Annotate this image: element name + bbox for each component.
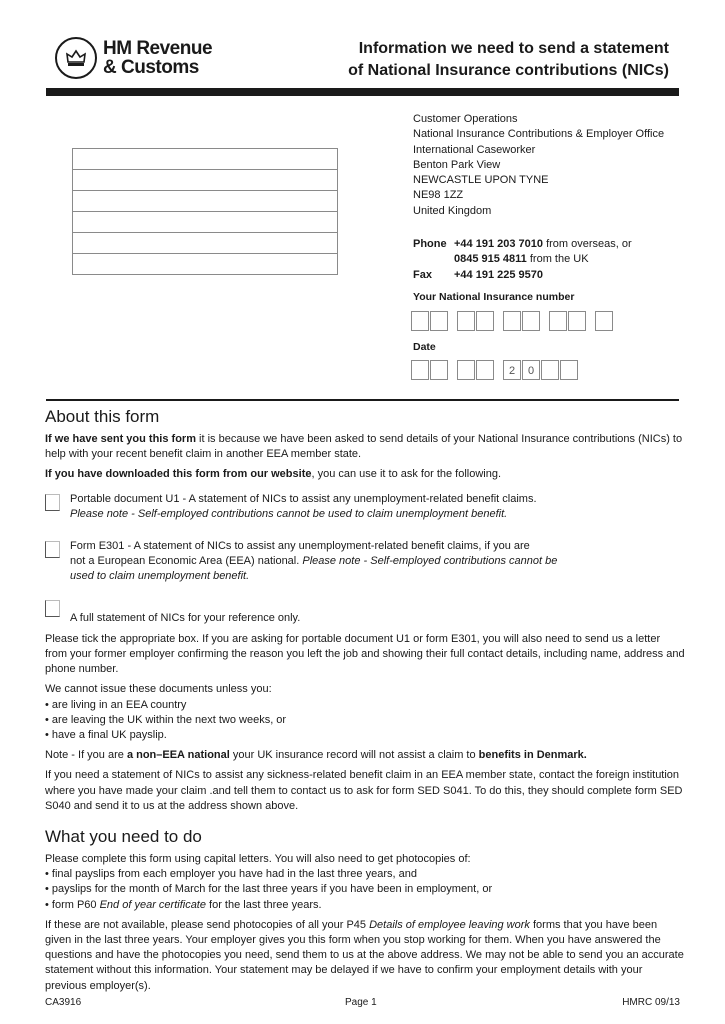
address-line: United Kingdom	[413, 204, 492, 217]
about-para-2-text: , you can use it to ask for the following.	[311, 468, 502, 481]
title-line-2: of National Insurance contributions (NICs)	[348, 62, 669, 79]
eea-note-bold: a non–EEA national	[126, 749, 230, 762]
date-year-box: 0	[522, 360, 540, 380]
eea-note-text: Note - If you are	[45, 749, 127, 762]
section-rule	[46, 399, 679, 401]
about-para-1-bold: If we have sent you this form	[45, 433, 196, 445]
option-e301-note: Please note - Self-employed contributions cannot be	[302, 555, 558, 568]
about-para-2-bold: If you have downloaded this form from our website	[45, 468, 312, 481]
form-code: CA3916	[45, 997, 82, 1008]
todo-bullet: • payslips for the month of March for the last three years if you have been in employment, or	[45, 883, 493, 896]
option-e301	[45, 539, 685, 585]
logo-line-2: & Customs	[103, 57, 199, 78]
date-year-box: 2	[503, 360, 521, 380]
eea-note-bold-2: benefits in Denmark.	[478, 749, 587, 762]
ni-char-box[interactable]	[522, 311, 540, 331]
page-number: Page 1	[345, 997, 377, 1008]
date-label: Date	[413, 341, 436, 353]
about-para-2	[45, 467, 685, 482]
ni-char-box[interactable]	[568, 311, 586, 331]
todo-para-2-text-2: forms that you have been given in the last three years. Your employer gives you this form when you stop working for them. When you have answered the questions and have the photocopies you need, send them to us at the above address. We may not be able to send you an accurate statement without this information. Your statement may be delayed if we have to confirm your employment details with your previous employer(s).	[45, 918, 684, 992]
ni-char-box[interactable]	[430, 311, 448, 331]
about-para-4: We cannot issue these documents unless you:	[45, 683, 272, 696]
address-entry-box[interactable]	[72, 148, 338, 275]
condition-bullet: • have a final UK payslip.	[45, 729, 167, 742]
contact-details	[413, 237, 632, 283]
phone-uk-note: from the UK	[526, 253, 589, 266]
address-line-input[interactable]	[73, 212, 337, 233]
hmrc-address	[413, 112, 664, 219]
ni-number-input[interactable]	[411, 311, 614, 331]
address-line-input[interactable]	[73, 170, 337, 191]
todo-bullet: • final payslips from each employer you have had in the last three years, and	[45, 868, 417, 881]
about-para-1	[45, 432, 685, 462]
date-month-box[interactable]	[476, 360, 494, 380]
todo-bullet-text-2: for the last three years.	[205, 898, 322, 911]
option-full-statement	[45, 600, 685, 626]
date-year-box[interactable]	[560, 360, 578, 380]
ni-char-box[interactable]	[503, 311, 521, 331]
address-line: Benton Park View	[413, 158, 501, 171]
form-body	[45, 406, 685, 999]
condition-bullet: • are leaving the UK within the next two weeks, or	[45, 713, 287, 726]
eea-note-text-2: your UK insurance record will not assist a claim to	[229, 749, 479, 762]
option-e301-note-2: used to claim unemployment benefit.	[70, 570, 250, 583]
date-year-box[interactable]	[541, 360, 559, 380]
address-line: International Caseworker	[413, 143, 536, 156]
header-rule	[46, 88, 679, 96]
todo-bullet-italic: End of year certificate	[99, 898, 206, 911]
todo-bullet	[45, 898, 685, 913]
crown-crest-icon	[55, 37, 97, 79]
about-para-5: If you need a statement of NICs to assist any sickness-related benefit claim in an EEA member state, contact the foreign institution where you have made your claim .and tell them to contact us to ask for form SED S041. To do this, they should complete form SED S040 and send it to us at the address shown above.	[45, 769, 683, 812]
todo-bullet-text: • form P60	[45, 898, 100, 911]
logo-line-1: HM Revenue	[103, 38, 213, 59]
address-line: Customer Operations	[413, 113, 518, 125]
option-u1	[45, 492, 685, 522]
eea-note	[45, 748, 685, 763]
todo-para-2	[45, 918, 685, 994]
date-day-box[interactable]	[411, 360, 429, 380]
hmrc-logo	[55, 37, 212, 79]
form-version: HMRC 09/13	[622, 997, 680, 1008]
form-title	[348, 38, 669, 82]
option-full-statement-checkbox[interactable]	[45, 600, 60, 617]
todo-para-1: Please complete this form using capital letters. You will also need to get photocopies of:	[45, 853, 471, 866]
condition-bullet: • are living in an EEA country	[45, 698, 187, 711]
option-e301-checkbox[interactable]	[45, 541, 60, 558]
fax-number: +44 191 225 9570	[454, 268, 544, 281]
address-line: NEWCASTLE UPON TYNE	[413, 174, 549, 187]
address-line: National Insurance Contributions & Employer Office	[413, 128, 665, 141]
date-day-box[interactable]	[430, 360, 448, 380]
todo-para-2-text: If these are not available, please send photocopies of all your P45	[45, 918, 370, 931]
option-u1-note: Please note - Self-employed contributions cannot be used to claim unemployment benefit.	[70, 507, 508, 520]
about-para-3: Please tick the appropriate box. If you are asking for portable document U1 or form E301, you will also need to send us a letter from your former employer confirming the reason you left the job and showing their full contact details, including name, address and phone number.	[45, 632, 685, 676]
address-line-input[interactable]	[73, 149, 337, 170]
title-line-1: Information we need to send a statement	[358, 40, 669, 57]
ni-char-box[interactable]	[457, 311, 475, 331]
fax-label: Fax	[413, 268, 432, 281]
todo-heading: What you need to do	[45, 827, 202, 847]
about-heading: About this form	[45, 407, 160, 426]
todo-para-2-italic: Details of employee leaving work	[369, 918, 530, 931]
option-u1-text: Portable document U1 - A statement of NICs to assist any unemployment-related benefit claims.	[70, 492, 537, 505]
address-line-input[interactable]	[73, 233, 337, 254]
phone-label: Phone	[413, 238, 447, 250]
phone-uk: 0845 915 4811	[454, 253, 527, 266]
date-month-box[interactable]	[457, 360, 475, 380]
phone-overseas: +44 191 203 7010	[454, 238, 544, 250]
ni-char-box[interactable]	[595, 311, 613, 331]
address-line: NE98 1ZZ	[413, 189, 464, 202]
option-full-statement-text: A full statement of NICs for your reference only.	[70, 611, 301, 624]
option-e301-text: Form E301 - A statement of NICs to assist any unemployment-related benefit claims, if you are	[70, 540, 530, 553]
option-e301-text-2: not a European Economic Area (EEA) national.	[70, 555, 303, 568]
address-line-input[interactable]	[73, 191, 337, 212]
address-line-input[interactable]	[73, 254, 337, 274]
ni-number-label: Your National Insurance number	[413, 291, 575, 303]
ni-char-box[interactable]	[476, 311, 494, 331]
date-input[interactable]	[411, 360, 579, 380]
ni-char-box[interactable]	[411, 311, 429, 331]
option-u1-checkbox[interactable]	[45, 494, 60, 511]
ni-char-box[interactable]	[549, 311, 567, 331]
about-para-1-text: it is because we have been asked to send details of your National Insurance contributions (NICs) to help with your recent benefit claim in another EEA member state.	[45, 433, 683, 461]
phone-overseas-note: from overseas, or	[543, 238, 632, 250]
